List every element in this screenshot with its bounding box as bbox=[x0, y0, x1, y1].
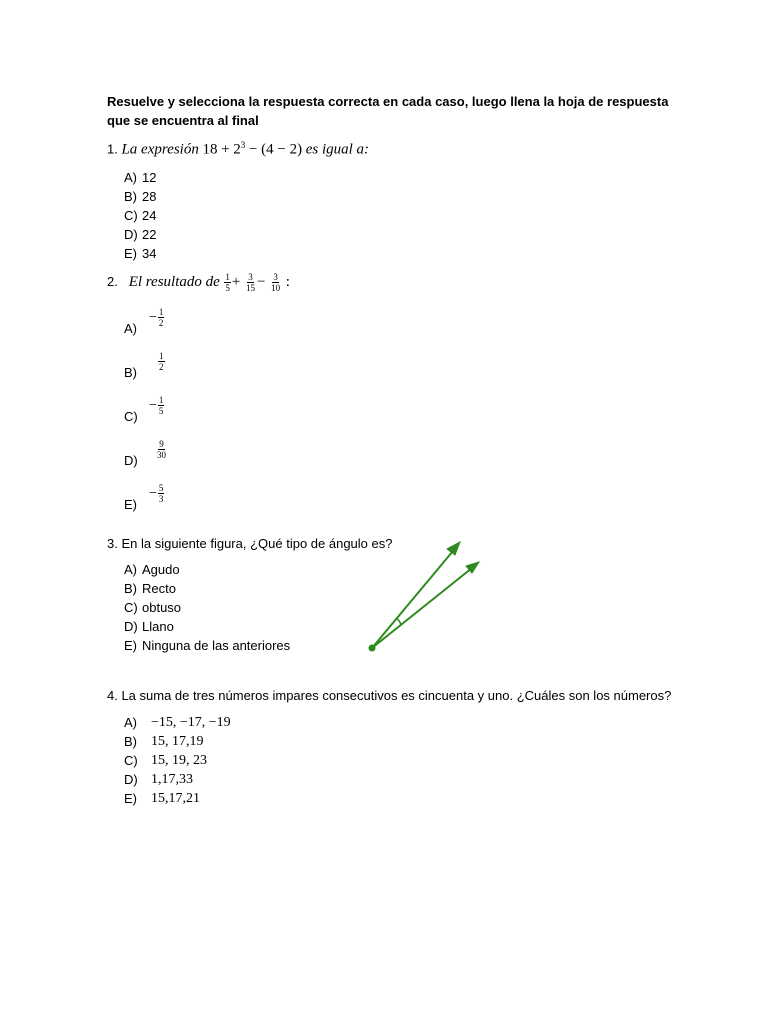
option-value bbox=[149, 307, 165, 328]
angle-arc bbox=[397, 619, 401, 625]
option[interactable] bbox=[107, 598, 392, 617]
option-value: −15, −17, −19 bbox=[151, 715, 231, 730]
fraction-numerator: 1 bbox=[225, 272, 230, 282]
fraction-denominator: 5 bbox=[225, 283, 230, 293]
option-value: Recto bbox=[142, 581, 176, 596]
question-1-prefix: La expresión bbox=[121, 141, 199, 158]
option[interactable] bbox=[107, 351, 290, 395]
option-value bbox=[149, 395, 165, 416]
question-1-options bbox=[107, 168, 369, 263]
option-value: Agudo bbox=[142, 562, 180, 577]
angle-ray-lower bbox=[372, 564, 477, 648]
question-1-suffix: es igual a: bbox=[305, 141, 370, 158]
question-1 bbox=[107, 140, 369, 263]
option[interactable] bbox=[107, 560, 392, 579]
fraction bbox=[270, 272, 281, 293]
fraction-numerator: 3 bbox=[273, 272, 278, 282]
option[interactable] bbox=[107, 789, 671, 808]
fraction bbox=[158, 351, 165, 372]
fraction-numerator: 1 bbox=[158, 307, 164, 318]
sign: − bbox=[149, 486, 157, 502]
arrowhead-upper bbox=[447, 542, 460, 555]
option-value: 28 bbox=[142, 189, 157, 205]
option-label: D) bbox=[124, 619, 138, 634]
option[interactable] bbox=[107, 168, 369, 187]
fraction-denominator: 2 bbox=[158, 318, 164, 329]
question-2-title bbox=[107, 272, 290, 293]
fraction bbox=[158, 395, 165, 416]
option[interactable] bbox=[107, 187, 369, 206]
option[interactable] bbox=[107, 483, 290, 527]
question-1-expr-c: − (4 − 2) bbox=[248, 141, 303, 158]
option-value: 15, 19, 23 bbox=[151, 753, 207, 768]
colon: : bbox=[285, 273, 290, 290]
option[interactable] bbox=[107, 636, 392, 655]
option-label: E) bbox=[124, 497, 137, 512]
question-3-title: 3. En la siguiente figura, ¿Qué tipo de ángulo es? bbox=[107, 536, 393, 551]
option-value: 12 bbox=[142, 170, 157, 186]
fraction-numerator: 9 bbox=[159, 439, 164, 450]
fraction-numerator: 1 bbox=[159, 351, 164, 362]
question-1-title bbox=[107, 140, 369, 158]
option-label: B) bbox=[124, 581, 137, 596]
option-label: D) bbox=[124, 227, 138, 243]
fraction-denominator: 3 bbox=[158, 494, 164, 505]
question-2-prefix: El resultado de bbox=[128, 273, 220, 290]
question-4 bbox=[107, 688, 671, 808]
option-value: 24 bbox=[142, 208, 157, 224]
fraction-numerator: 5 bbox=[158, 483, 164, 494]
option-label: A) bbox=[124, 562, 137, 577]
fraction-denominator: 5 bbox=[158, 406, 164, 417]
option-label: A) bbox=[124, 321, 137, 336]
operator: + bbox=[231, 273, 241, 290]
option[interactable] bbox=[107, 395, 290, 439]
fraction-denominator: 10 bbox=[271, 283, 281, 293]
option-value bbox=[157, 351, 166, 372]
fraction-denominator: 15 bbox=[246, 283, 256, 293]
question-3-options bbox=[107, 560, 392, 655]
option-label: A) bbox=[124, 170, 137, 186]
option-label: E) bbox=[124, 791, 137, 806]
option[interactable] bbox=[107, 244, 369, 263]
option[interactable] bbox=[107, 751, 671, 770]
option-value bbox=[149, 483, 165, 504]
option-value bbox=[155, 439, 168, 460]
option-label: D) bbox=[124, 772, 138, 787]
fraction bbox=[156, 439, 167, 460]
question-1-expr-a: 18 + bbox=[202, 141, 230, 158]
option[interactable] bbox=[107, 617, 392, 636]
fraction-numerator: 3 bbox=[248, 272, 253, 282]
question-1-expr-b: 2 bbox=[233, 141, 241, 158]
option-label: E) bbox=[124, 638, 137, 653]
question-4-title: 4. La suma de tres números impares consecutivos es cincuenta y uno. ¿Cuáles son los números? bbox=[107, 688, 672, 703]
sign: − bbox=[149, 398, 157, 414]
option-value: 1,17,33 bbox=[151, 772, 193, 787]
option-label: E) bbox=[124, 246, 137, 262]
option-value: 15,17,21 bbox=[151, 791, 200, 806]
question-1-exponent: 3 bbox=[240, 140, 246, 150]
option[interactable] bbox=[107, 206, 369, 225]
fraction bbox=[158, 483, 165, 504]
option[interactable] bbox=[107, 579, 392, 598]
question-3 bbox=[107, 536, 392, 655]
option-label: A) bbox=[124, 715, 137, 730]
option-label: C) bbox=[124, 600, 138, 615]
option-label: C) bbox=[124, 208, 138, 224]
instructions: Resuelve y selecciona la respuesta correcta en cada caso, luego llena la hoja de respuesta que se encuentra al final bbox=[107, 94, 669, 128]
option-value: obtuso bbox=[142, 600, 182, 615]
question-2-number: 2. bbox=[107, 273, 118, 289]
fraction bbox=[224, 272, 231, 293]
fraction-numerator: 1 bbox=[158, 395, 164, 406]
option[interactable] bbox=[107, 225, 369, 244]
option-label: B) bbox=[124, 734, 137, 749]
option-label: C) bbox=[124, 409, 138, 424]
question-2 bbox=[107, 272, 290, 527]
option-value: 22 bbox=[142, 227, 157, 243]
option[interactable] bbox=[107, 770, 671, 789]
option[interactable] bbox=[107, 713, 671, 732]
fraction bbox=[158, 307, 165, 328]
angle-figure bbox=[360, 535, 490, 660]
option-value: Llano bbox=[142, 619, 174, 634]
option-value: Ninguna de las anteriores bbox=[142, 638, 291, 653]
option-value: 34 bbox=[142, 246, 157, 262]
question-1-number: 1. bbox=[107, 141, 118, 157]
angle-vertex bbox=[369, 645, 375, 651]
option-label: B) bbox=[124, 189, 137, 205]
fraction-denominator: 30 bbox=[157, 450, 166, 461]
option-value: 15, 17,19 bbox=[151, 734, 204, 749]
option[interactable] bbox=[107, 307, 290, 351]
option[interactable] bbox=[107, 439, 290, 483]
option[interactable] bbox=[107, 732, 671, 751]
operator: − bbox=[257, 273, 266, 290]
question-2-options bbox=[107, 307, 290, 527]
question-4-options bbox=[107, 713, 671, 808]
option-label: C) bbox=[124, 753, 138, 768]
option-label: B) bbox=[124, 365, 137, 380]
angle-ray-upper bbox=[372, 545, 458, 648]
fraction bbox=[245, 272, 256, 293]
sign: − bbox=[149, 310, 157, 326]
option-label: D) bbox=[124, 453, 138, 468]
fraction-denominator: 2 bbox=[159, 362, 164, 373]
